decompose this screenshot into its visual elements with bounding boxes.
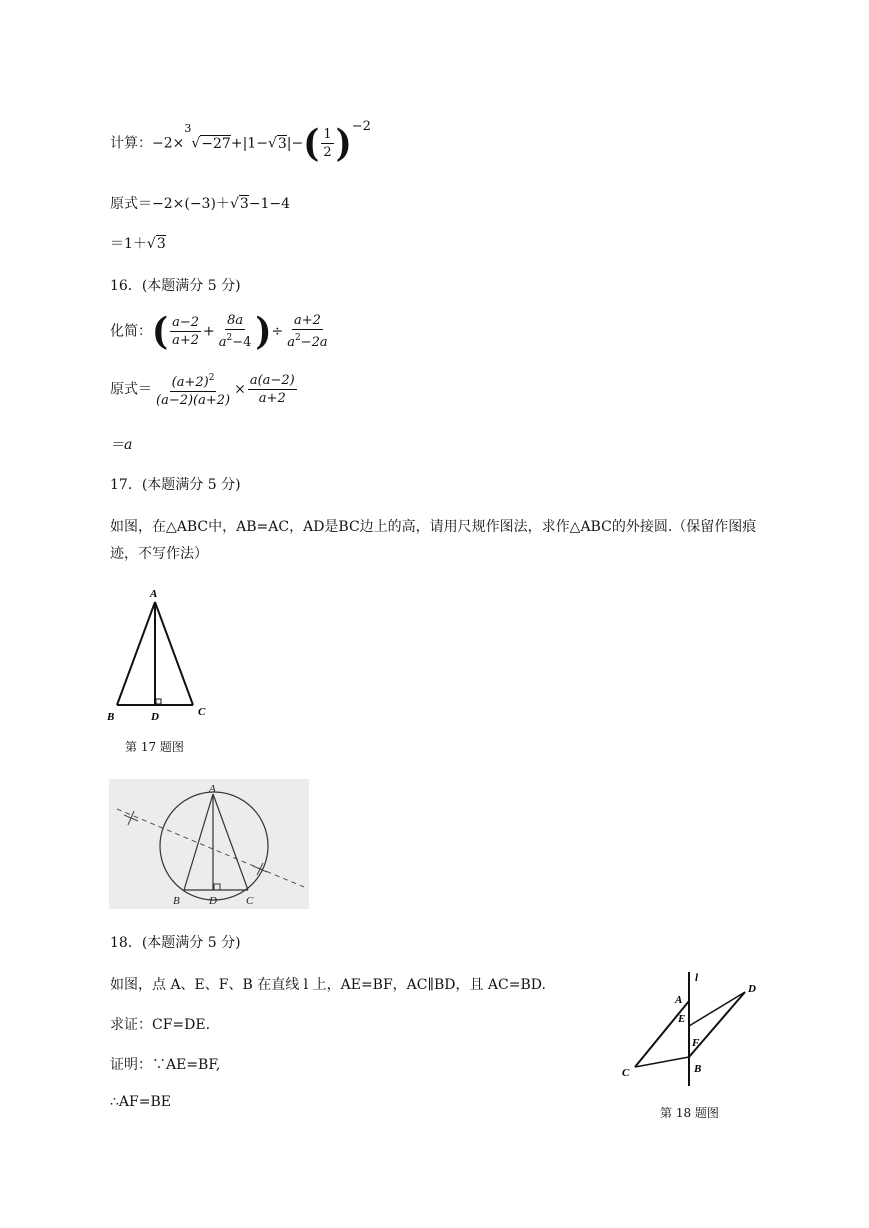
q15-expr-a: −2× [152,135,185,152]
q17-label-a: A [150,588,158,600]
q18-caption: 第 18 题图 [660,1106,719,1120]
q15-step1: 原式＝−2×(−3)＋√3−1−4 [110,196,291,212]
q15-radicand-b: 3 [277,135,287,152]
q17-ans-label-c: C [246,895,254,907]
q17-figure [100,582,220,727]
q15-radicand-a: −27 [201,135,231,152]
q16-step2: ＝a [110,437,133,453]
q15-exponent: −2 [351,118,371,134]
q15-half: $\frac{1}{2}$ [323,127,332,160]
q17-label-c: C [198,706,206,718]
q18-label-e: E [678,1013,686,1025]
q18-label-a: A [675,994,683,1006]
q15-step2: ＝1＋√3 [110,236,166,252]
q17-text-line2: 迹，不写作法） [110,546,208,562]
q16-expression: 化简：( $\frac{a-2}{a+2}$ + $\frac{8a}{a^2-4}$ )÷ $\frac{a+2}{a^2-2a}$ [110,309,328,354]
q18-prove: 求证：CF=DE. [110,1017,211,1033]
q15-expr-b: +|1− [230,135,268,152]
q17-answer-figure [109,779,309,909]
q17-label-b: B [107,711,115,723]
q15-expression: 计算：−2×$^3$√−27+|1−√3|−( $\frac{1}{2}$ )$^{-2}$ [110,118,371,166]
q15-label: 计算： [110,135,152,152]
q18-label-d: D [748,983,756,995]
q17-ans-label-b: B [173,895,180,907]
q17-ans-label-a: A [209,783,216,795]
q15-expr-c: |− [286,135,304,152]
q18-header: 18．(本题满分 5 分) [110,935,241,951]
q18-figure [615,968,765,1093]
q18-label-c: C [622,1067,630,1079]
q18-proof1: 证明：∵AE=BF, [110,1057,221,1073]
q18-text: 如图，点 A、E、F、B 在直线 l 上，AE=BF，AC∥BD，且 AC=BD. [110,977,546,993]
q18-label-b: B [694,1063,702,1075]
q17-text-line1: 如图，在△ABC中，AB=AC，AD是BC边上的高，请用尺规作图法，求作△ABC的外接圆.（保留作图痕 [110,519,757,535]
q17-header: 17．(本题满分 5 分) [110,477,241,493]
q17-caption: 第 17 题图 [125,740,184,754]
q18-label-f: F [692,1037,700,1049]
q16-header: 16．(本题满分 5 分) [110,278,241,294]
q18-label-l: l [695,972,699,984]
q18-proof2: ∴AF=BE [110,1094,171,1110]
q16-step1: 原式＝ $\frac{(a+2)^2}{(a-2)(a+2)}$ × $\frac{a(a-2)}{a+2}$ [110,370,299,409]
q17-ans-label-d: D [209,895,217,907]
q17-label-d: D [151,711,159,723]
q15-root-index: 3 [184,121,192,135]
